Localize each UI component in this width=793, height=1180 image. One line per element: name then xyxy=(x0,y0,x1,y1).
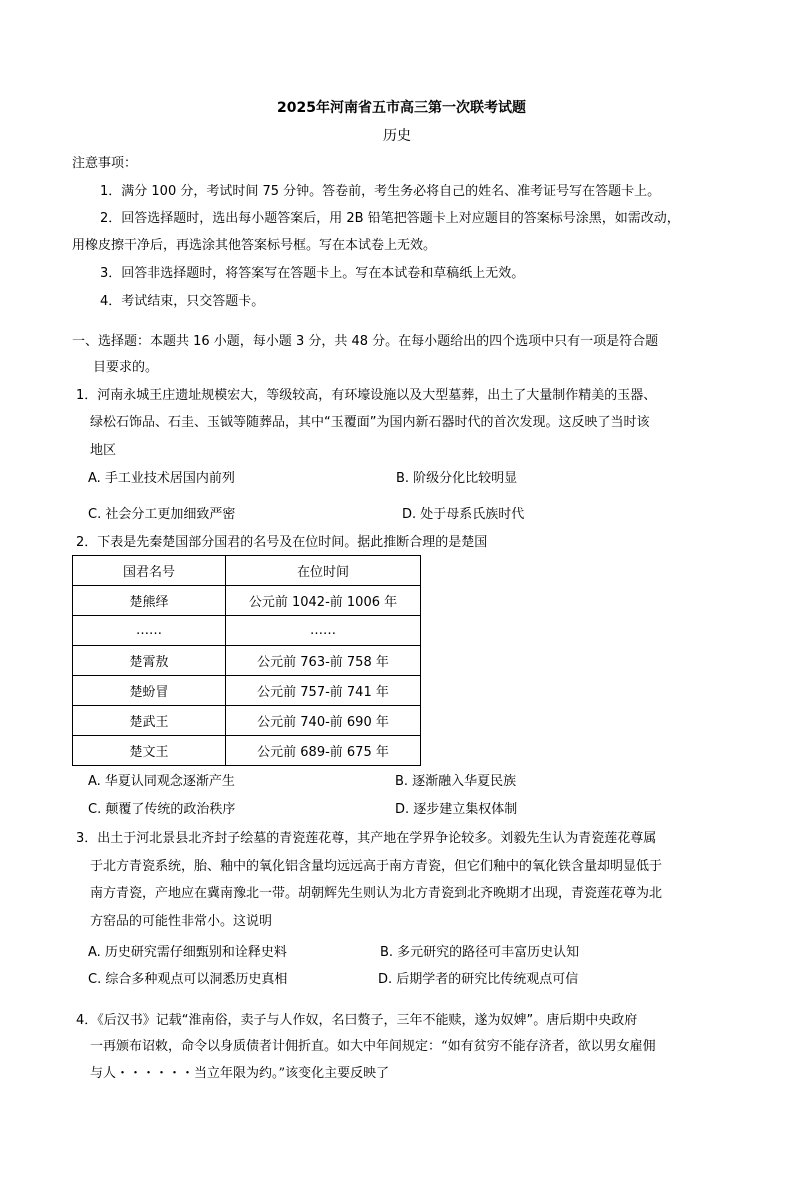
question-4-quote-part-1: “如有贫穷不能存济者，欲以男女雇佣 xyxy=(441,1039,656,1054)
question-1-line-1: 1．河南永城王庄遗址规模宏大，等级较高，有环壕设施以及大型墓葬，出土了大量制作精美的玉器、 xyxy=(76,388,657,403)
question-2-option-d: D. 逐步建立集权体制 xyxy=(395,802,518,817)
question-3-option-b: B. 多元研究的路径可丰富历史认知 xyxy=(380,945,580,960)
table-cell: 公元前 1042-前 1006 年 xyxy=(226,586,421,616)
table-cell: 楚文王 xyxy=(73,736,226,766)
table-header-row xyxy=(73,556,421,586)
question-1-option-d: D. 处于母系氏族时代 xyxy=(402,507,525,522)
notice-item-2: 2．回答选择题时，选出每小题答案后，用 2B 铅笔把答题卡上对应题目的答案标号涂黑，如需改动， xyxy=(100,211,680,226)
ruler-table xyxy=(72,555,421,766)
table-cell: 公元前 757-前 741 年 xyxy=(226,676,421,706)
question-2-line-1: 2．下表是先秦楚国部分国君的名号及在位时间。据此推断合理的是楚国 xyxy=(76,535,488,550)
table-header-cell: 在位时间 xyxy=(226,556,421,586)
question-4-line-3-text: 该变化主要反映了 xyxy=(285,1066,390,1081)
question-1-option-c: C. 社会分工更加细致严密 xyxy=(88,507,236,522)
question-2-option-c: C. 颠覆了传统的政治秩序 xyxy=(88,802,236,817)
section-heading: 一、选择题：本题共 16 小题，每小题 3 分，共 48 分。在每小题给出的四个选项中只有一项是符合题 xyxy=(72,334,659,349)
question-3-line-2: 于北方青瓷系统，胎、釉中的氧化铝含量均远远高于南方青瓷，但它们釉中的氧化铁含量却明显低于 xyxy=(90,859,663,874)
question-3-line-1: 3．出土于河北景县北齐封子绘墓的青瓷莲花尊，其产地在学界争论较多。刘毅先生认为青瓷莲花尊属 xyxy=(76,831,657,846)
table-cell: 楚熊绎 xyxy=(73,586,226,616)
question-1-option-a: A. 手工业技术居国内前列 xyxy=(88,471,235,486)
table-cell: 楚霄敖 xyxy=(73,646,226,676)
exam-title: 2025年河南省五市高三第一次联考试题 xyxy=(277,100,526,116)
table-row xyxy=(73,676,421,706)
question-3-option-c: C. 综合多种观点可以洞悉历史真相 xyxy=(88,972,288,987)
notice-item-4: 4．考试结束，只交答题卡。 xyxy=(100,294,265,309)
question-3-line-4: 方窑品的可能性非常小。这说明 xyxy=(90,914,273,929)
question-3-option-d: D. 后期学者的研究比传统观点可信 xyxy=(378,972,579,987)
table-row xyxy=(73,736,421,766)
table-cell: 楚蚡冒 xyxy=(73,676,226,706)
notice-item-3: 3．回答非选择题时，将答案写在答题卡上。写在本试卷和草稿纸上无效。 xyxy=(100,266,525,281)
question-2-option-b: B. 逐渐融入华夏民族 xyxy=(395,774,517,789)
question-4-line-2 xyxy=(90,1035,656,1054)
question-4-line-1: 4．《后汉书》记载“淮南俗，卖子与人作奴，名曰赘子，三年不能赎，遂为奴婢”。唐后期中央政府 xyxy=(76,1013,638,1028)
question-1-option-b: B. 阶级分化比较明显 xyxy=(396,471,518,486)
notice-item-2-cont: 用橡皮擦干净后，再选涂其他答案标号框。写在本试卷上无效。 xyxy=(72,238,437,253)
question-3-line-3: 南方青瓷，产地应在冀南豫北一带。胡朝辉先生则认为北方青瓷到北齐晚期才出现，青瓷莲花尊为北 xyxy=(90,886,663,901)
notice-item-1: 1．满分 100 分，考试时间 75 分钟。答卷前，考生务必将自己的姓名、准考证号写在答题卡上。 xyxy=(100,184,661,199)
question-1-line-2: 绿松石饰品、石圭、玉钺等随葬品，其中“玉覆面”为国内新石器时代的首次发现。这反映了当时该 xyxy=(90,415,650,430)
table-cell: 公元前 763-前 758 年 xyxy=(226,646,421,676)
section-heading-cont: 目要求的。 xyxy=(93,360,159,375)
table-cell: 公元前 740-前 690 年 xyxy=(226,706,421,736)
question-4-line-2-text: 一再颁布诏敕，命令以身质债者计佣折直。如大中年间规定： xyxy=(90,1039,442,1054)
table-cell: …… xyxy=(73,616,226,646)
table-row xyxy=(73,646,421,676)
subject-title: 历史 xyxy=(383,128,411,144)
table-cell: 楚武王 xyxy=(73,706,226,736)
table-header-cell: 国君名号 xyxy=(73,556,226,586)
question-3-option-a: A. 历史研究需仔细甄别和诠释史料 xyxy=(88,945,287,960)
table-row xyxy=(73,706,421,736)
table-row xyxy=(73,616,421,646)
table-cell: 公元前 689-前 675 年 xyxy=(226,736,421,766)
question-4-line-3 xyxy=(90,1062,389,1081)
question-2-option-a: A. 华夏认同观念逐渐产生 xyxy=(88,774,235,789)
question-1-line-3: 地区 xyxy=(90,443,117,458)
question-4-quote-part-2: 与人・・・・・・当立年限为约。” xyxy=(90,1066,286,1081)
table-row xyxy=(73,586,421,616)
notice-heading: 注意事项： xyxy=(72,156,138,171)
table-cell: …… xyxy=(226,616,421,646)
